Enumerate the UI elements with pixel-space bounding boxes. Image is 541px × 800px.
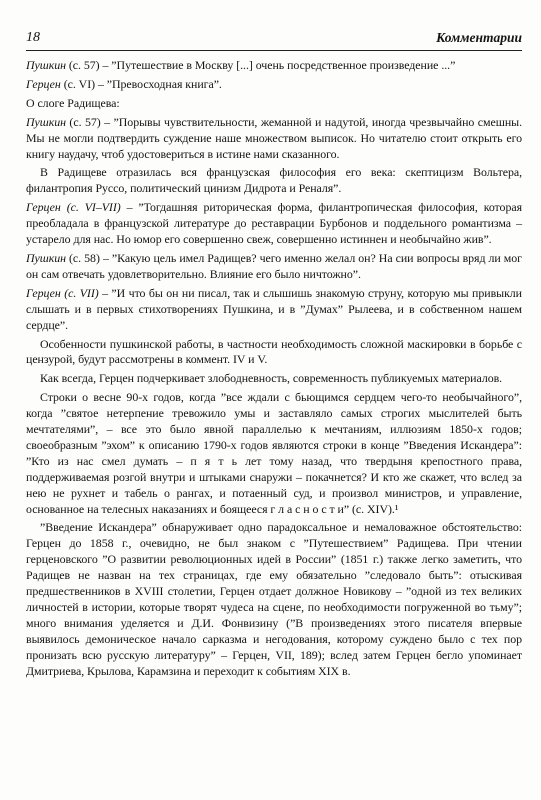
- paragraph-text: – ”Превосходная книга”.: [95, 76, 222, 91]
- paragraph-text: – ”Путешествие в Москву [...] очень посредственное произведение ...”: [99, 58, 456, 72]
- paragraph-11: [26, 390, 522, 517]
- citation-ref: (с. 58): [65, 250, 100, 265]
- paragraph-text: Особенности пушкинской работы, в частности необходимость сложной маскировки в борьбе с цензурой, будут рассмотрены в коммент. IV и V.: [26, 336, 522, 367]
- citation-ref: (с. VI–VII): [60, 200, 121, 215]
- citation-author: Герцен: [26, 200, 61, 215]
- citation-ref: (с. VI): [60, 76, 96, 91]
- citation-author: Пушкин: [26, 250, 66, 265]
- page-number: 18: [26, 30, 40, 45]
- header-rule: [26, 50, 522, 51]
- paragraph-text: Как всегда, Герцен подчеркивает злободневность, современность публикуемых материалов.: [40, 371, 503, 386]
- citation-ref: (с. 57): [65, 58, 100, 72]
- paragraph-text: – ”Порывы чувствительности, жеманной и надутой, иногда чрезвычайно смешны. Мы не могли подтвердить суждение наше множеством выписок. Но читателю стоит открыть его книгу наудачу, чтоб удостовериться в истине нами сказанного.: [26, 114, 522, 161]
- paragraph-2: [26, 77, 522, 93]
- paragraph-text: В Радищеве отразилась вся французская философия его века: скептицизм Вольтера, филантропия Руссо, политический цинизм Дидрота и Реналя”.: [26, 165, 522, 196]
- citation-author: Пушкин: [26, 114, 66, 129]
- paragraph-8: [26, 286, 522, 334]
- paragraph-9: [26, 337, 522, 369]
- citation-ref: (с. VII): [60, 285, 99, 300]
- citation-ref: (с. 57): [65, 114, 101, 129]
- paragraph-3: [26, 96, 522, 112]
- citation-author: Пушкин: [26, 58, 66, 72]
- citation-author: Герцен: [26, 285, 61, 300]
- paragraph-7: [26, 251, 522, 283]
- paragraph-4: [26, 115, 522, 163]
- paragraph-1: [26, 58, 522, 74]
- running-header: [26, 30, 522, 48]
- paragraph-text: Строки о весне 90-х годов, когда ”все ждали с бьющимся сердцем чего-то необычайного”, когда ”святое нетерпение тревожило умы и заставляло самых строгих мыслителей быть мечтателями”, – все это было явной параллелью к мечтаниям, иллюзиям 1850-х годов; своеобразным ”эхом” к описанию 1790-х годов являются строки в конце ”Введения Искандера”: ”Кто из нас смел думать – п я т ь лет тому назад, что твердыня крепостного права, поддерживаемая розгой внутри и штыками снаружи – покачнется? И кто же скажет, что вслед за нею не рухнет и табель о рангах, и потаенный суд, и произвол министров, и управление, основанное на телесных наказаниях и боящееся г л а с н о с т и” (с. XIV).¹: [26, 390, 522, 516]
- section-title: Комментарии: [436, 30, 522, 45]
- paragraph-text: ”Введение Искандера” обнаруживает одно парадоксальное и немаловажное обстоятельство: Герцен до 1858 г., очевидно, не был знаком с ”Путешествием” Радищева. При чтении герценовского ”О развитии революционных идей в России” (1851 г.) также легко заметить, что Радищев не назван на тех страницах, где ему обязательно ”следовало быть”: отыскивая предшественников в XVIII столетии, Герцен отдает должное Новикову – ”одной из тех великих личностей в истории, которые творят чудеса на сцене, по необходимости погруженной во тьму”; много внимания уделяется и Д.И. Фонвизину (”В произведениях этого писателя впервые выявилось демоническое начало сарказма и негодования, которому суждено было с тех пор пронизать всю русскую литературу” – Герцен, VII, 189); вслед затем Герцен бегло упоминает Дмитриева, Крылова, Карамзина и переходит к событиям XIX в.: [26, 520, 522, 678]
- paragraph-text: – ”Какую цель имел Радищев? чего именно желал он? На сии вопросы вряд ли мог он сам отвечать удовлетворительно. Влияние его было ничтожно”.: [26, 250, 523, 281]
- paragraph-6: [26, 200, 522, 248]
- paragraph-5: [26, 165, 522, 197]
- page-body: [26, 58, 522, 683]
- citation-author: Герцен: [26, 76, 61, 91]
- paragraph-text: – ”Тогдашняя риторическая форма, филантропическая философия, которая преобладала в французской литературе до реставрации Бурбонов и поддельного романтизма – устарело для нас. Но юмор его совершенно свеж, совершенно истиннен и необычайно жив”.: [26, 200, 522, 247]
- paragraph-12: [26, 520, 522, 679]
- paragraph-text: О слоге Радищева:: [26, 95, 120, 110]
- paragraph-10: [26, 371, 522, 387]
- paragraph-text: – ”И что бы он ни писал, так и слышишь знакомую струну, которую мы привыкли слышать и в первых стихотворениях Пушкина, и в ”Думах” Рылеева, и в собственном нашем сердце”.: [26, 285, 522, 332]
